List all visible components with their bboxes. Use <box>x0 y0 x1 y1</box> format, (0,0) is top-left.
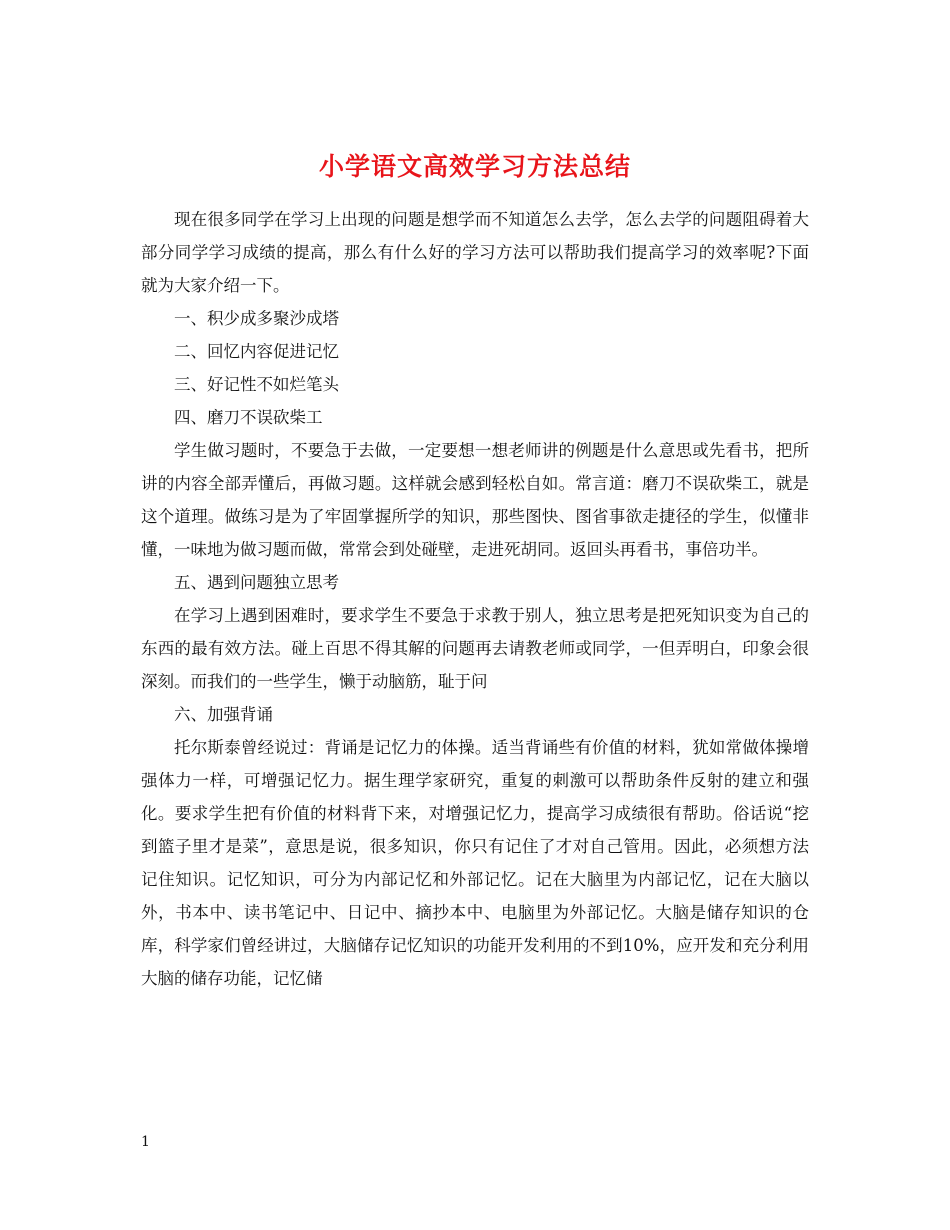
document-title: 小学语文高效学习方法总结 <box>318 151 631 181</box>
intro-paragraph: 现在很多同学在学习上出现的问题是想学而不知道怎么去学，怎么去学的问题阻碍着大部分同学学习成绩的提高，那么有什么好的学习方法可以帮助我们提高学习的效率呢?下面就为大家介绍一下。 <box>141 210 809 295</box>
section-4-paragraph: 学生做习题时，不要急于去做，一定要想一想老师讲的例题是什么意思或先看书，把所讲的内容全部弄懂后，再做习题。这样就会感到轻松自如。常言道：磨刀不误砍柴工，就是这个道理。做练习是为了牢固掌握所学的知识，那些图快、图省事欲走捷径的学生，似懂非懂，一味地为做习题而做，常常会到处碰壁，走进死胡同。返回头再看书，事倍功半。 <box>141 441 809 559</box>
section-heading-4: 四、磨刀不误砍柴工 <box>174 408 323 427</box>
section-heading-3: 三、好记性不如烂笔头 <box>174 375 339 394</box>
document-body <box>141 203 809 995</box>
section-heading-6: 六、加强背诵 <box>174 705 273 724</box>
section-heading-1: 一、积少成多聚沙成塔 <box>174 309 339 328</box>
section-5-paragraph: 在学习上遇到困难时，要求学生不要急于求教于别人，独立思考是把死知识变为自己的东西的最有效方法。碰上百思不得其解的问题再去请教老师或同学，一但弄明白，印象会很深刻。而我们的一些学生，懒于动脑筋，耻于问 <box>141 606 809 691</box>
page-number: 1 <box>141 1134 150 1150</box>
section-heading-5: 五、遇到问题独立思考 <box>174 573 339 592</box>
section-heading-2: 二、回忆内容促进记忆 <box>174 342 339 361</box>
section-6-paragraph: 托尔斯泰曾经说过：背诵是记忆力的体操。适当背诵些有价值的材料，犹如常做体操增强体力一样，可增强记忆力。据生理学家研究，重复的刺激可以帮助条件反射的建立和强化。要求学生把有价值的材料背下来，对增强记忆力，提高学习成绩很有帮助。俗话说“挖到篮子里才是菜”，意思是说，很多知识，你只有记住了才对自己管用。因此，必须想方法记住知识。记忆知识，可分为内部记忆和外部记忆。记在大脑里为内部记忆，记在大脑以外，书本中、读书笔记中、日记中、摘抄本中、电脑里为外部记忆。大脑是储存知识的仓库，科学家们曾经讲过，大脑储存记忆知识的功能开发利用的不到10%，应开发和充分利用大脑的储存功能，记忆储 <box>141 738 809 988</box>
